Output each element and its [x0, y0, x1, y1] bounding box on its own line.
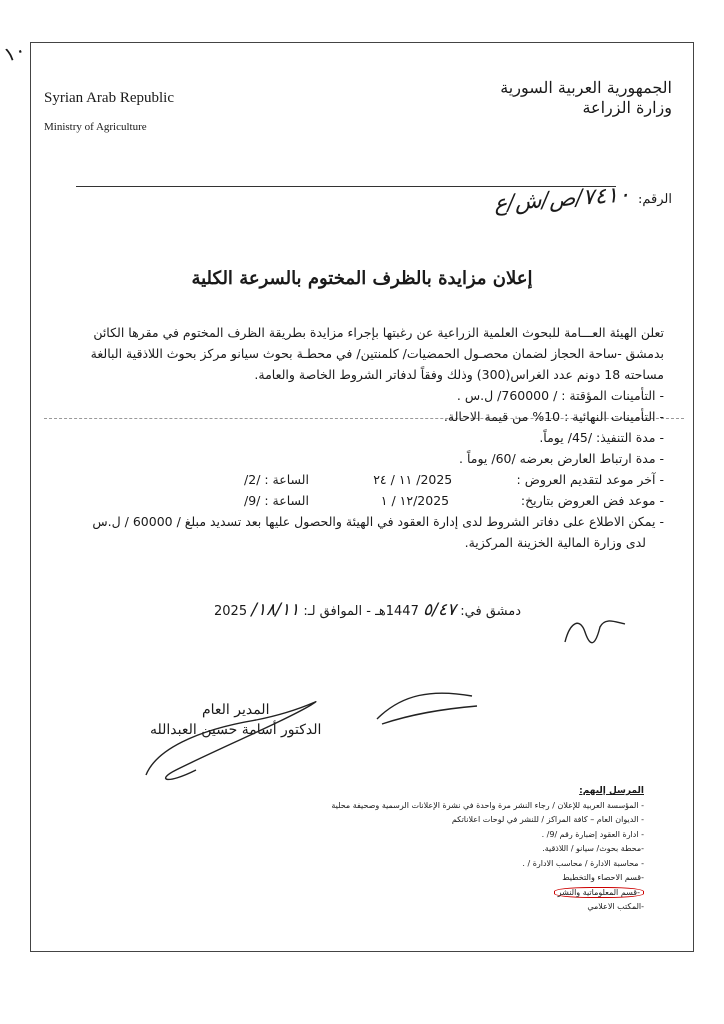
distribution-item: -قسم الاحصاء والتخطيط — [562, 873, 644, 882]
intro-line-1: تعلن الهيئة العـــامة للبحوث العلمية الزراعية عن رغبتها بإجراء مزايدة بطريقة الظرف المختوم في مقرها الكائن — [93, 325, 664, 340]
dateline-separator: - الموافق لـ: — [303, 604, 371, 619]
gregorian-handwritten: ١٨/١١/ — [251, 600, 300, 620]
review-line-1: - يمكن الاطلاع على دفاتر الشروط لدى إدارة العقود في الهيئة والحصول عليها بعد تسديد مبلغ / 60000 / ل.س — [92, 514, 664, 529]
middle-signature — [372, 684, 482, 734]
deadline-time: الساعة : /2/ — [244, 472, 309, 487]
initials-signature — [560, 612, 630, 652]
deadline-label: - آخر موعد لتقديم العروض : — [516, 472, 664, 487]
page-number-mark: ١٠ — [0, 37, 29, 67]
deadline-date: 2025/ ١١ / ٢٤ — [373, 472, 453, 487]
gregorian-year: 2025 — [214, 604, 248, 619]
english-header — [44, 90, 174, 133]
announcement-title: إعلان مزايدة بالظرف المختوم بالسرعة الكلية — [191, 268, 533, 289]
distribution-item: - الديوان العام – كافة المراكز / للنشر في لوحات اعلاناتكم — [451, 815, 644, 824]
reference-value: ٧٤١٠/ص/ش/ع — [493, 182, 631, 217]
distribution-list — [331, 784, 644, 915]
director-signature — [136, 690, 336, 790]
distribution-item: - ادارة العقود إضبارة رقم /9/ . — [541, 829, 644, 839]
distribution-item-highlighted: -قسم المعلوماتية والنشر — [554, 887, 644, 898]
opening-row — [244, 490, 664, 511]
distribution-item: - المؤسسة العربية للإعلان / رجاء النشر مرة واحدة في نشرة الإعلانات الرسمية وصحيفة محلية — [331, 800, 644, 810]
director-title: المدير العام — [201, 702, 270, 718]
arabic-header — [500, 78, 672, 118]
ministry-name-ar: وزارة الزراعة — [582, 98, 672, 117]
hijri-handwritten: ٥/٤٧ — [423, 600, 457, 620]
intro-line-2: بدمشق -ساحة الحجاز لضمان محصـول الحمضيات/ كلمنتين/ في محطـة بحوث سيانو مركز بحوث اللاذقية البالغة — [90, 346, 664, 361]
hijri-year: 1447هـ — [375, 604, 419, 619]
announcement-body — [44, 322, 664, 553]
ministry-name-en: Ministry of Agriculture — [44, 121, 147, 133]
execution-period: - مدة التنفيذ: /45/ يوماً. — [539, 430, 664, 445]
dateline-prefix: دمشق في: — [460, 604, 522, 619]
reference-label: الرقم: — [638, 192, 672, 207]
country-name-en: Syrian Arab Republic — [44, 90, 174, 106]
offer-validity: - مدة ارتباط العارض بعرضه /60/ يوماً . — [459, 451, 664, 466]
opening-label: - موعد فض العروض بتاريخ: — [520, 493, 664, 508]
temporary-insurance: - التأمينات المؤقتة : / 760000/ ل.س . — [456, 388, 664, 403]
country-name-ar: الجمهورية العربية السورية — [500, 78, 672, 97]
opening-time: الساعة : /9/ — [244, 493, 309, 508]
reference-number — [493, 182, 672, 217]
review-line-2: لدى وزارة المالية الخزينة المركزية. — [464, 535, 646, 550]
deadline-row — [244, 469, 664, 490]
intro-line-3: مساحته 18 دونم عدد الغراس(300) وذلك وفقاً لدفاتر الشروط الخاصة والعامة. — [254, 367, 664, 382]
distribution-item: -محطة بحوث/ سيانو / اللاذقية. — [542, 844, 644, 853]
distribution-heading: المرسل إليهم: — [579, 786, 644, 796]
final-insurance: - التأمينات النهائية : 10% من قيمة الاحالة. — [443, 409, 664, 424]
director-name: الدكتور أسامة حسين العبدالله — [150, 722, 322, 738]
distribution-item: - محاسبة الادارة / محاسب الادارة / . — [522, 858, 644, 868]
dateline — [214, 600, 521, 620]
opening-date: 2025/١٢ / ١ — [380, 493, 450, 508]
distribution-item: -المكتب الاعلامي — [587, 902, 644, 911]
